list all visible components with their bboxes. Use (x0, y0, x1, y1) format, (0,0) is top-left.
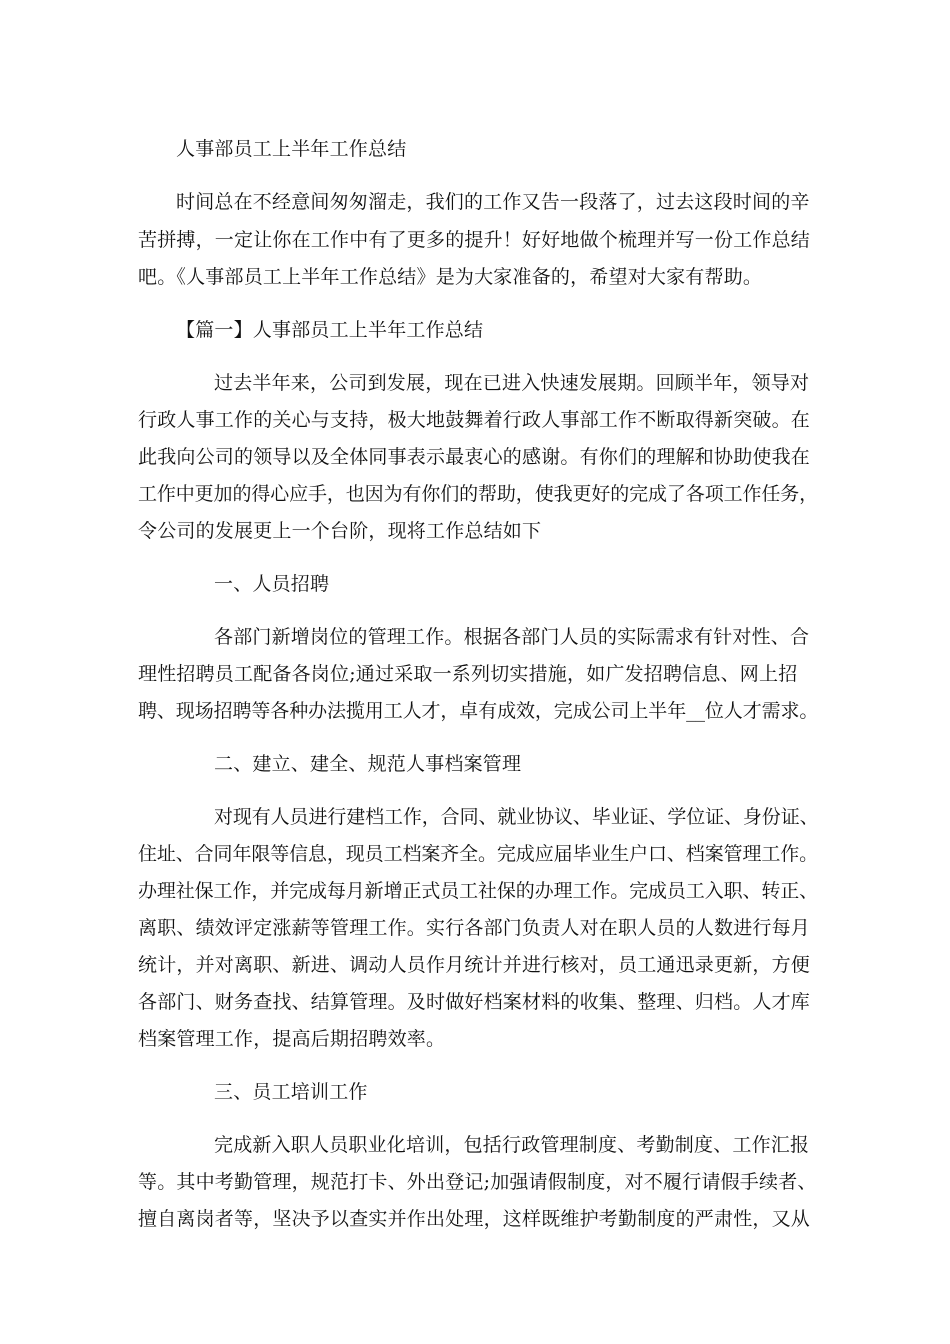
document-title: 人事部员工上半年工作总结 (176, 138, 407, 160)
intro-line: 苦拼搏，一定让你在工作中有了更多的提升！好好地做个梳理并写一份工作总结 (138, 229, 811, 251)
paragraph-line: 等。其中考勤管理，规范打卡、外出登记;加强请假制度，对不履行请假手续者、 (138, 1171, 817, 1193)
paragraph-line: 理性招聘员工配备各岗位;通过采取一系列切实措施，如广发招聘信息、网上招 (138, 663, 798, 685)
paragraph-line: 各部门、财务查找、结算管理。及时做好档案材料的收集、整理、归档。人才库 (138, 991, 811, 1013)
paragraph-line: 聘、现场招聘等各种办法揽用工人才，卓有成效，完成公司上半年__位人才需求。 (138, 700, 819, 722)
paragraph-line: 完成新入职人员职业化培训，包括行政管理制度、考勤制度、工作汇报 (214, 1134, 810, 1156)
paragraph-line: 此我向公司的领导以及全体同事表示最衷心的感谢。有你们的理解和协助使我在 (138, 446, 811, 468)
section-heading: 一、人员招聘 (214, 573, 330, 595)
paragraph-line: 统计，并对离职、新进、调动人员作月统计并进行核对，员工通迅录更新，方便 (138, 954, 811, 976)
paragraph-line: 对现有人员进行建档工作，合同、就业协议、毕业证、学位证、身份证、 (214, 806, 819, 828)
paragraph-line: 各部门新增岗位的管理工作。根据各部门人员的实际需求有针对性、合 (214, 626, 810, 648)
paragraph-line: 令公司的发展更上一个台阶，现将工作总结如下 (138, 520, 542, 542)
paragraph-line: 离职、绩效评定涨薪等管理工作。实行各部门负责人对在职人员的人数进行每月 (138, 917, 811, 939)
intro-line: 时间总在不经意间匆匆溜走，我们的工作又告一段落了，过去这段时间的辛 (176, 191, 810, 213)
paragraph-line: 过去半年来，公司到发展，现在已进入快速发展期。回顾半年，领导对 (214, 372, 810, 394)
paragraph-line: 办理社保工作，并完成每月新增正式员工社保的办理工作。完成员工入职、转正、 (138, 880, 819, 902)
intro-line: 吧。《人事部员工上半年工作总结》是为大家准备的，希望对大家有帮助。 (138, 266, 763, 288)
section-heading: 三、员工培训工作 (214, 1081, 368, 1103)
paragraph-line: 住址、合同年限等信息，现员工档案齐全。完成应届毕业生户口、档案管理工作。 (138, 843, 819, 865)
paragraph-line: 擅自离岗者等，坚决予以查实并作出处理，这样既维护考勤制度的严肃性，又从 (138, 1208, 811, 1230)
section-heading: 二、建立、建全、规范人事档案管理 (214, 753, 522, 775)
chapter-heading: 【篇一】人事部员工上半年工作总结 (176, 319, 484, 341)
paragraph-line: 档案管理工作，提高后期招聘效率。 (138, 1028, 446, 1050)
paragraph-line: 行政人事工作的关心与支持，极大地鼓舞着行政人事部工作不断取得新突破。在 (138, 409, 811, 431)
paragraph-line: 工作中更加的得心应手，也因为有你们的帮助，使我更好的完成了各项工作任务， (138, 483, 819, 505)
